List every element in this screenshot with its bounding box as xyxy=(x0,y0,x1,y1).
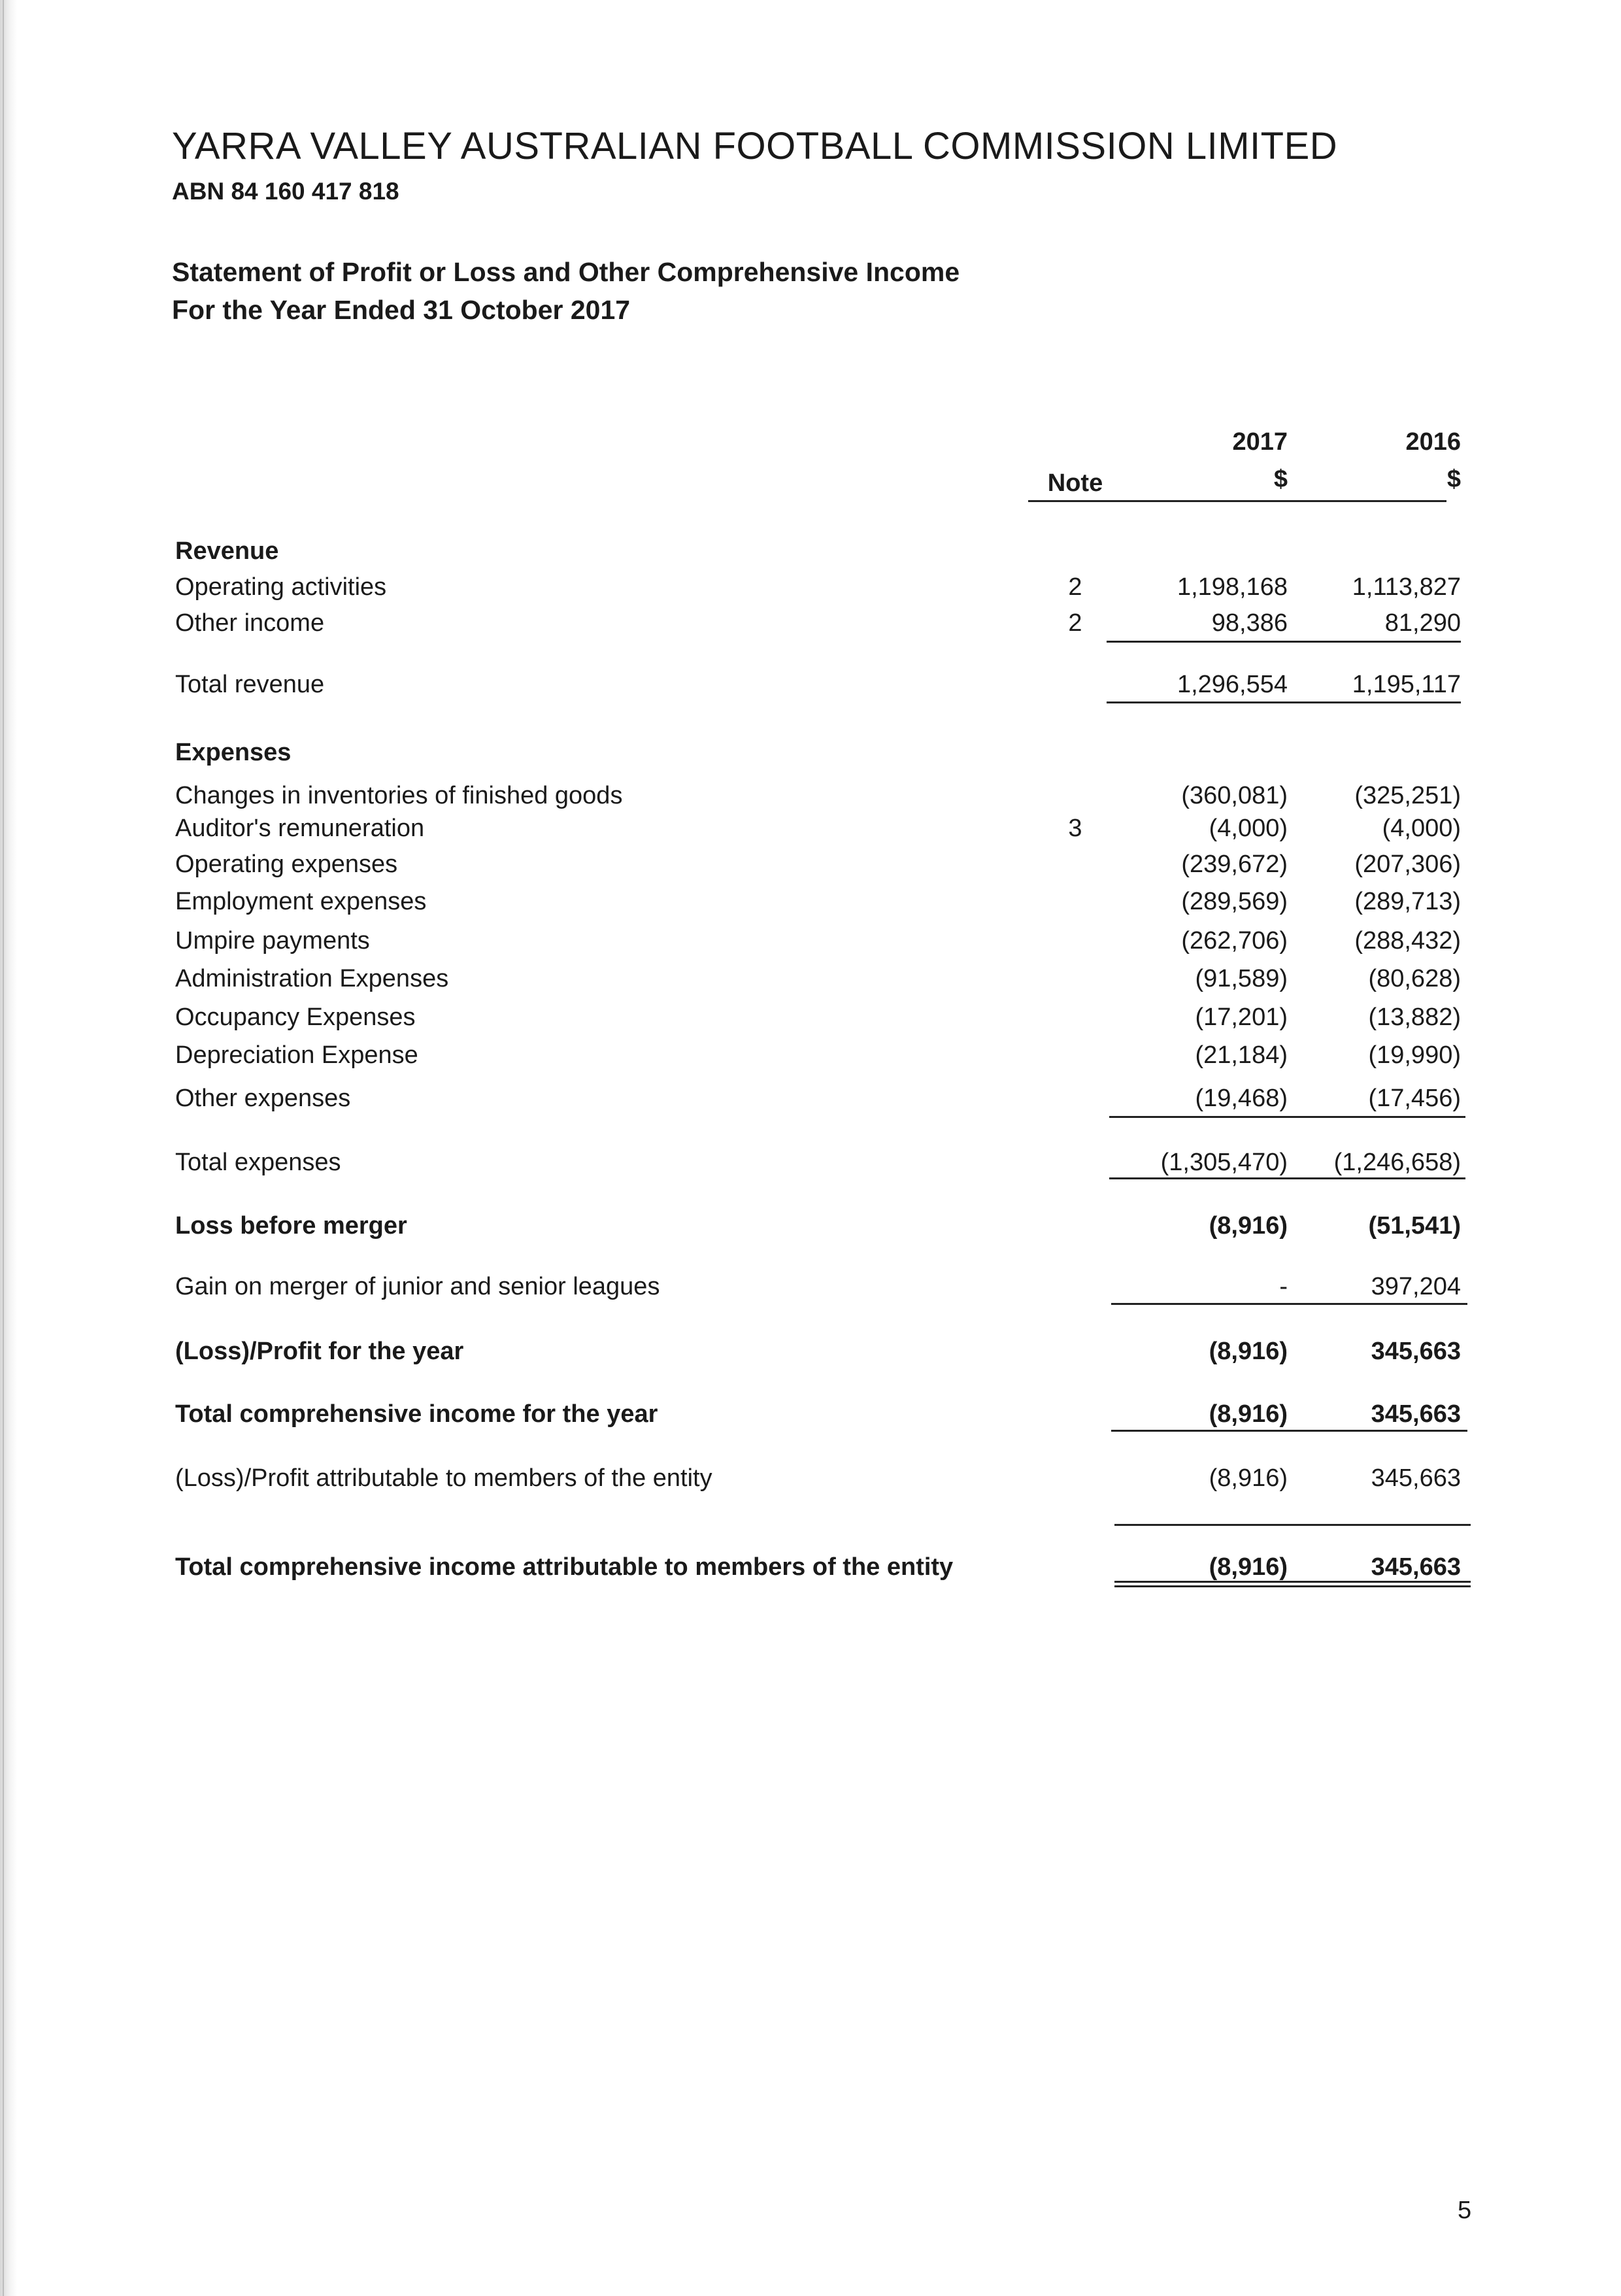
row-value-2016: 345,663 xyxy=(1371,1464,1461,1492)
row-value-2017: (8,916) xyxy=(1209,1212,1288,1240)
revenue-row xyxy=(0,605,1621,642)
gain-on-merger-row xyxy=(0,1269,1621,1306)
row-value-2016: (19,990) xyxy=(1368,1041,1461,1069)
row-value-2016: 345,663 xyxy=(1371,1400,1461,1428)
expense-row xyxy=(0,1000,1621,1036)
expense-row xyxy=(0,811,1621,847)
header-underline xyxy=(1028,500,1446,502)
row-value-2017: (91,589) xyxy=(1195,965,1288,992)
row-value-2016: (207,306) xyxy=(1354,851,1461,878)
row-value-2017: (360,081) xyxy=(1181,782,1288,809)
year-current-header: 2017 xyxy=(1232,428,1288,456)
row-label: Umpire payments xyxy=(175,927,370,954)
statement-period: For the Year Ended 31 October 2017 xyxy=(172,295,631,325)
total-expenses-row xyxy=(0,1145,1621,1181)
revenue-subtotal-rule xyxy=(1107,641,1461,643)
expense-row xyxy=(0,1038,1621,1074)
row-value-2016: 1,113,827 xyxy=(1352,573,1461,601)
profit-for-year-row xyxy=(0,1334,1621,1370)
row-value-2017: (8,916) xyxy=(1209,1338,1288,1365)
total-revenue-row xyxy=(0,667,1621,703)
row-label: Employment expenses xyxy=(175,888,427,915)
row-value-2016: (51,541) xyxy=(1368,1212,1461,1240)
row-label: Auditor's remuneration xyxy=(175,815,425,842)
row-label: Other expenses xyxy=(175,1085,351,1112)
abn-number: ABN 84 160 417 818 xyxy=(172,178,399,205)
row-label: Loss before merger xyxy=(175,1212,407,1240)
row-value-2017: 98,386 xyxy=(1211,609,1288,637)
row-label: (Loss)/Profit attributable to members of the entity xyxy=(175,1464,712,1492)
row-label: Changes in inventories of finished goods xyxy=(175,782,623,809)
organisation-name: YARRA VALLEY AUSTRALIAN FOOTBALL COMMISSION LIMITED xyxy=(172,125,1338,167)
row-value-2016: (288,432) xyxy=(1354,927,1461,954)
row-value-2016: 345,663 xyxy=(1371,1553,1461,1581)
attributable-members-rule xyxy=(1114,1524,1471,1526)
row-value-2017: (17,201) xyxy=(1195,1004,1288,1031)
row-label: Operating expenses xyxy=(175,851,398,878)
row-value-2017: 1,198,168 xyxy=(1177,573,1288,601)
final-double-rule-top xyxy=(1114,1581,1471,1583)
row-note: 3 xyxy=(1068,815,1082,842)
row-value-2017: (19,468) xyxy=(1195,1085,1288,1112)
expenses-subtotal-rule xyxy=(1109,1116,1465,1118)
row-value-2017: (239,672) xyxy=(1181,851,1288,878)
row-label: Administration Expenses xyxy=(175,965,449,992)
total-expenses-rule xyxy=(1109,1177,1465,1179)
expense-row xyxy=(0,923,1621,960)
row-value-2016: (4,000) xyxy=(1382,815,1461,842)
row-label: Occupancy Expenses xyxy=(175,1004,416,1031)
row-label: Total comprehensive income for the year xyxy=(175,1400,658,1428)
row-value-2017: (4,000) xyxy=(1209,815,1288,842)
attributable-members-row xyxy=(0,1460,1621,1497)
row-label: (Loss)/Profit for the year xyxy=(175,1338,464,1365)
row-label: Other income xyxy=(175,609,325,637)
year-prior-header: 2016 xyxy=(1405,428,1461,456)
row-value-2016: 397,204 xyxy=(1371,1273,1461,1300)
expenses-heading: Expenses xyxy=(175,739,292,766)
expense-row xyxy=(0,1081,1621,1117)
row-value-2016: 81,290 xyxy=(1384,609,1461,637)
row-value-2017: (289,569) xyxy=(1181,888,1288,915)
gain-on-merger-rule xyxy=(1111,1303,1467,1305)
row-value-2016: 1,195,117 xyxy=(1352,671,1461,698)
row-value-2017: (1,305,470) xyxy=(1160,1149,1288,1176)
row-value-2017: (21,184) xyxy=(1195,1041,1288,1069)
row-note: 2 xyxy=(1068,573,1082,601)
final-double-rule-bottom xyxy=(1114,1585,1471,1587)
row-label: Operating activities xyxy=(175,573,387,601)
row-value-2016: (17,456) xyxy=(1368,1085,1461,1112)
expense-row xyxy=(0,884,1621,920)
expense-row xyxy=(0,778,1621,815)
currency-prior-header: $ xyxy=(1446,465,1461,493)
row-label: Depreciation Expense xyxy=(175,1041,418,1069)
total-revenue-rule xyxy=(1107,701,1461,703)
row-value-2016: (80,628) xyxy=(1368,965,1461,992)
row-label: Total comprehensive income attributable to members of the entity xyxy=(175,1553,954,1581)
note-column-header: Note xyxy=(1047,469,1103,497)
row-label: Gain on merger of junior and senior leagues xyxy=(175,1273,660,1300)
row-label: Total expenses xyxy=(175,1149,341,1176)
row-value-2017: (8,916) xyxy=(1209,1464,1288,1492)
row-note: 2 xyxy=(1068,609,1082,637)
row-value-2017: (8,916) xyxy=(1209,1400,1288,1428)
row-value-2016: 345,663 xyxy=(1371,1338,1461,1365)
statement-title: Statement of Profit or Loss and Other Comprehensive Income xyxy=(172,257,960,287)
row-value-2016: (289,713) xyxy=(1354,888,1461,915)
total-comprehensive-rule xyxy=(1111,1430,1467,1432)
total-comprehensive-income-row xyxy=(0,1396,1621,1433)
page-number: 5 xyxy=(1458,2197,1472,2224)
row-value-2016: (1,246,658) xyxy=(1333,1149,1461,1176)
row-value-2017: (262,706) xyxy=(1181,927,1288,954)
revenue-row xyxy=(0,569,1621,606)
row-value-2017: - xyxy=(1279,1273,1288,1300)
expense-row xyxy=(0,961,1621,998)
row-label: Total revenue xyxy=(175,671,325,698)
currency-current-header: $ xyxy=(1273,465,1288,493)
row-value-2016: (13,882) xyxy=(1368,1004,1461,1031)
expense-row xyxy=(0,847,1621,883)
row-value-2017: (8,916) xyxy=(1209,1553,1288,1581)
row-value-2017: 1,296,554 xyxy=(1177,671,1288,698)
loss-before-merger-row xyxy=(0,1208,1621,1245)
revenue-heading: Revenue xyxy=(175,537,279,565)
row-value-2016: (325,251) xyxy=(1354,782,1461,809)
